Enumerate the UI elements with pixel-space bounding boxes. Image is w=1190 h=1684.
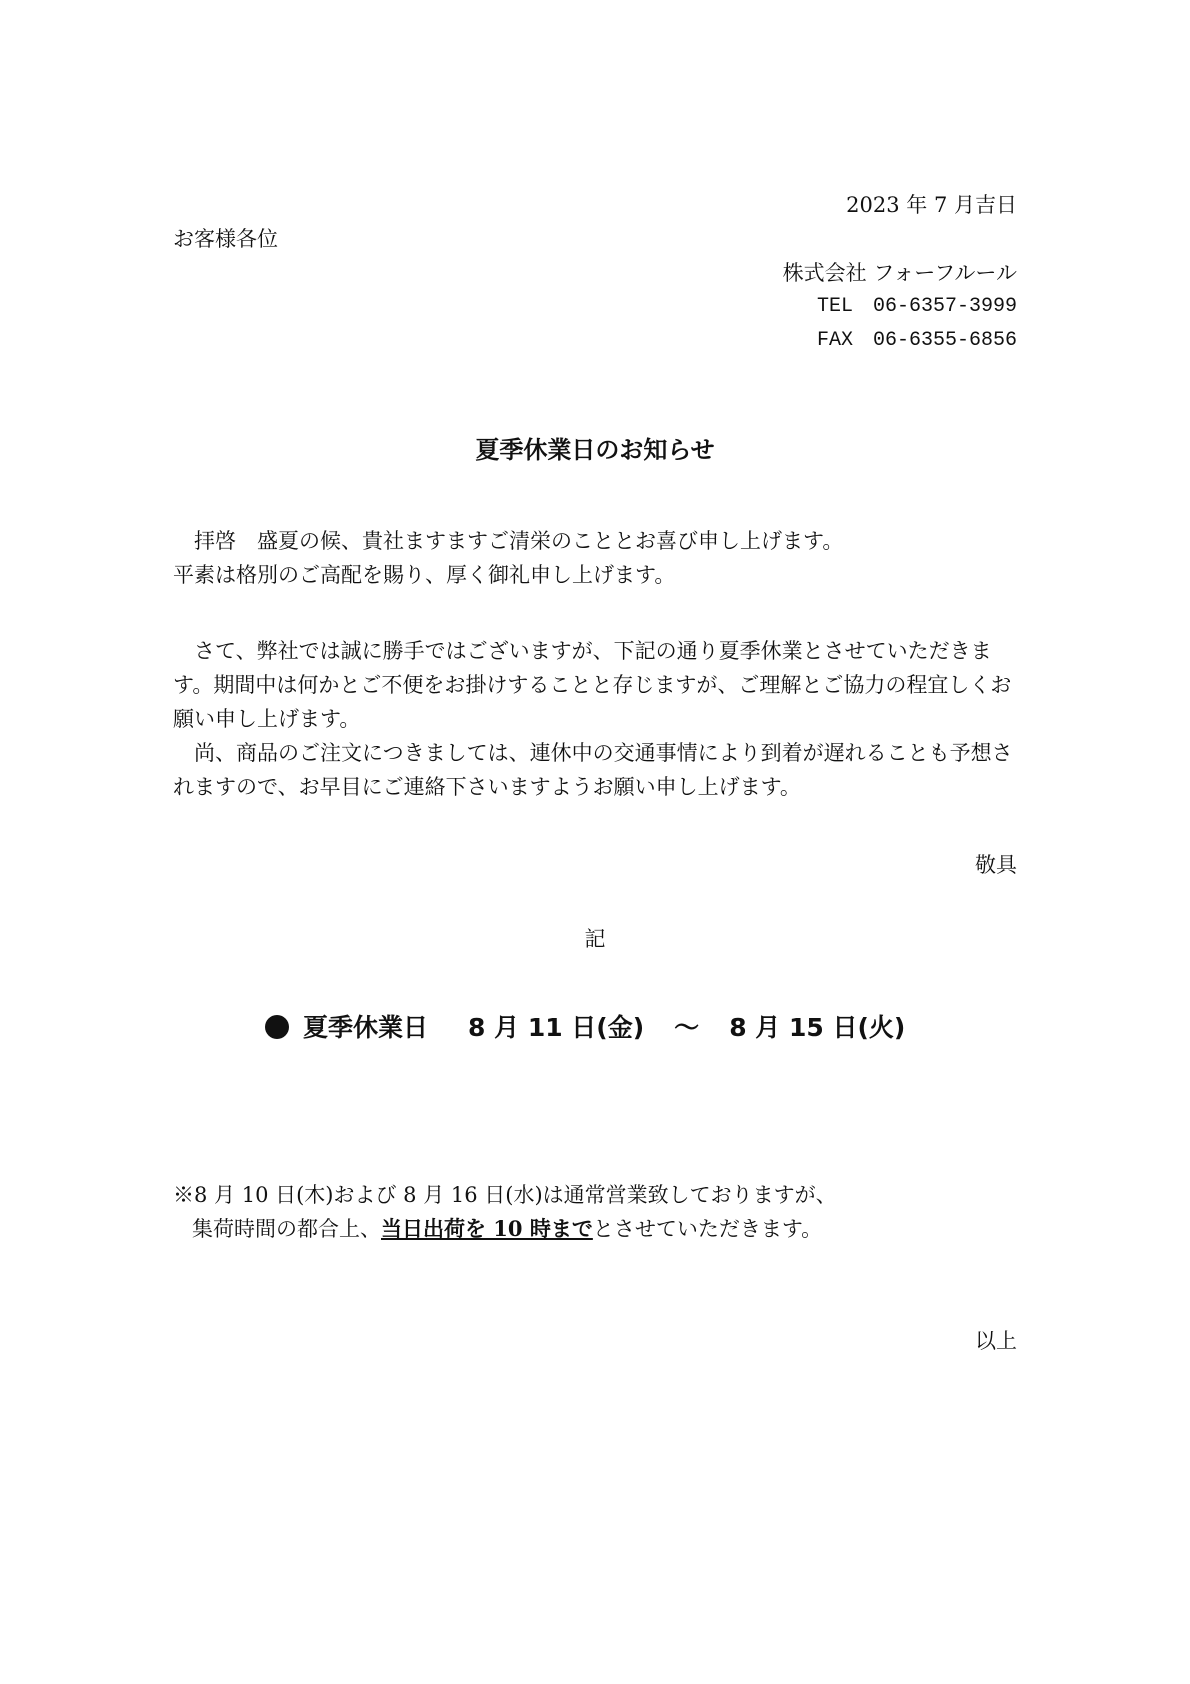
ki-heading: 記 [584, 927, 606, 951]
letter-date: 2023 年 7 月吉日 [846, 193, 1017, 217]
body-paragraph-2: 尚、商品のご注文につきましては、連休中の交通事情により到着が遅れることも予想されますので、お早目にご連絡下さいますようお願い申し上げます。 [173, 741, 1013, 799]
bullet-icon [265, 1015, 289, 1039]
holiday-separator: ～ [674, 1013, 700, 1042]
main-body [173, 634, 1017, 804]
end-ijou: 以上 [975, 1329, 1017, 1353]
company-tel: TEL 06-6357-3999 [816, 295, 1017, 318]
body-paragraph-1: さて、弊社では誠に勝手ではございますが、下記の通り夏季休業とさせていただきます。期間中は何かとご不便をお掛けすることと存じますが、ご理解とご協力の程宜しくお願い申し上げます。 [173, 639, 1012, 731]
greeting-line-1: 拝啓 盛夏の候、貴社ますますご清栄のこととお喜び申し上げます。 [194, 529, 844, 553]
holiday-end: 8 月 15 日(火) [729, 1013, 906, 1042]
note-prefix: 集荷時間の都合上、 [192, 1217, 381, 1241]
recipient: お客様各位 [173, 227, 278, 251]
closing-keigu: 敬具 [975, 853, 1017, 877]
greeting-block [173, 524, 1017, 592]
holiday-label: 夏季休業日 [303, 1013, 429, 1042]
note-line-1: ※8 月 10 日(木)および 8 月 16 日(水)は通常営業致しておりますが、 [173, 1183, 837, 1207]
holiday-start: 8 月 11 日(金) [468, 1013, 645, 1042]
holiday-period [265, 1008, 905, 1048]
note-suffix: とさせていただきます。 [592, 1217, 823, 1241]
company-fax: FAX 06-6355-6856 [816, 329, 1017, 352]
company-name: 株式会社 フォーフルール [782, 261, 1017, 285]
page-title: 夏季休業日のお知らせ [475, 436, 715, 464]
greeting-line-2: 平素は格別のご高配を賜り、厚く御礼申し上げます。 [173, 563, 676, 587]
note-emphasis: 当日出荷を 10 時まで [381, 1216, 593, 1241]
note-line-2 [192, 1212, 822, 1246]
